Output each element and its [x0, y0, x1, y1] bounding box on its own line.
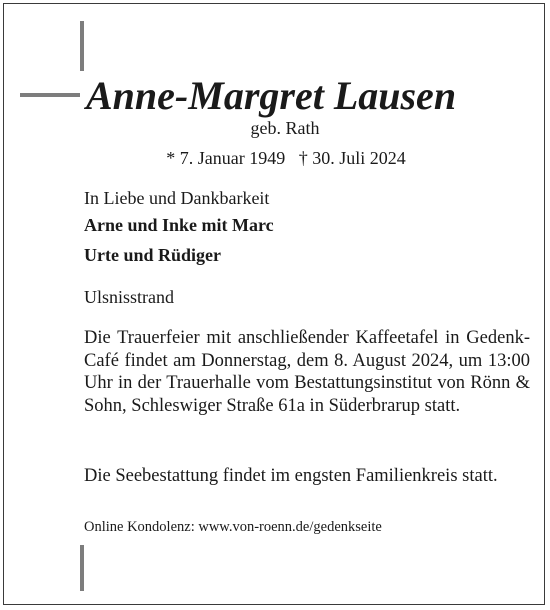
- deceased-name: Anne-Margret Lausen: [86, 73, 457, 118]
- mourner-line-2: Urte und Rüdiger: [84, 245, 222, 265]
- decorative-cross-horizontal: [20, 93, 80, 97]
- mourner-line-1: Arne und Inke mit Marc: [84, 215, 274, 235]
- online-condolence-link[interactable]: Online Kondolenz: www.von-roenn.de/gedenkseite: [84, 519, 382, 535]
- birth-name: geb. Rath: [250, 118, 320, 138]
- decorative-bar-vertical-bottom: [80, 545, 84, 591]
- decorative-cross-vertical-top: [80, 21, 84, 71]
- residence-place: Ulsnisstrand: [84, 287, 174, 307]
- life-dates: * 7. Januar 1949 † 30. Juli 2024: [166, 148, 406, 168]
- burial-paragraph: Die Seebestattung findet im engsten Familienkreis statt.: [84, 466, 498, 486]
- funeral-service-paragraph: Die Trauerfeier mit anschließender Kaffeetafel in Gedenk-Café findet am Donnerstag, dem 8. August 2024, um 13:00 Uhr in der Trauerhalle vom Bestattungsinstitut von Rönn & Sohn, Schleswiger Straße 61a in Süderbrarup statt.: [84, 328, 530, 416]
- mourners-intro: In Liebe und Dankbarkeit: [84, 188, 270, 208]
